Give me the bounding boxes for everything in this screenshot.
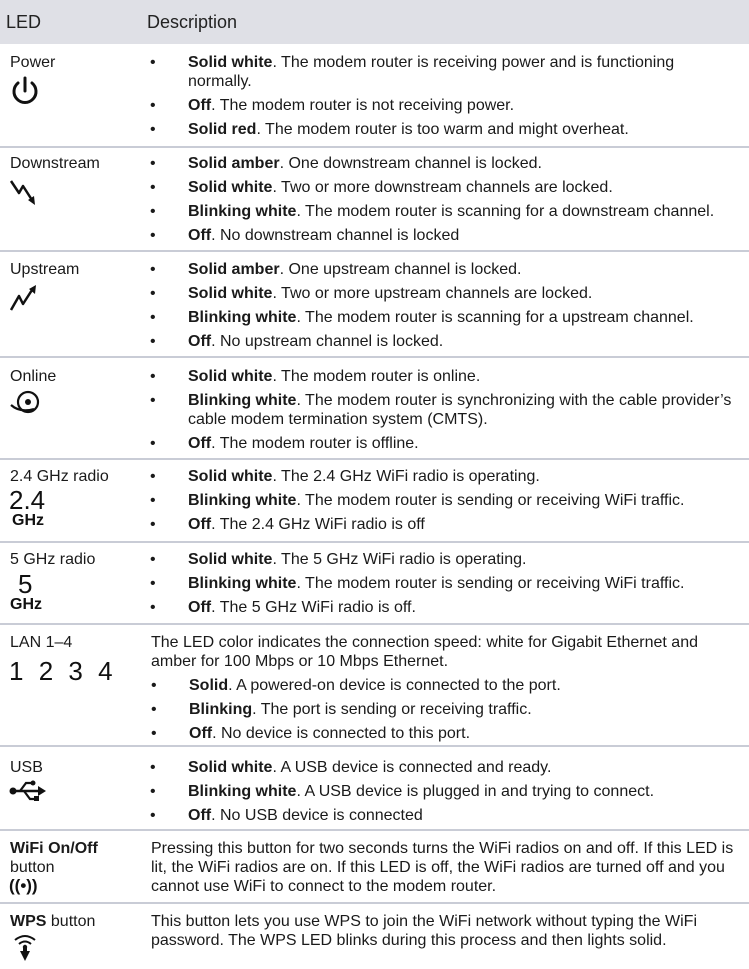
wps-button-label-bold: WPS [10,913,47,930]
list-item: • Off. No USB device is connected [150,806,742,825]
list-item: • Off. The 2.4 GHz WiFi radio is off [150,515,742,534]
lan-port-1-icon: 1 [9,656,24,686]
power-bullets [150,53,742,144]
led-name-wifi-button [10,839,98,877]
lan-port-2-icon: 2 [38,656,54,686]
list-item: • Off. No upstream channel is locked. [150,332,742,351]
radio-24-bullets [150,467,742,539]
list-item: • Blinking white. The modem router is sending or receiving WiFi traffic. [150,574,742,593]
list-item: • Blinking. The port is sending or receiving traffic. [151,700,743,719]
list-item: • Solid white. The 2.4 GHz WiFi radio is operating. [150,467,742,486]
usb-bullets [150,758,742,830]
list-item: • Off. No downstream channel is locked [150,226,742,245]
radio-24-icon-unit: GHz [12,512,44,529]
list-item: • Solid white. A USB device is connected and ready. [150,758,742,777]
usb-icon [8,780,48,807]
led-name-usb: USB [10,759,43,776]
list-item: • Blinking white. The modem router is scanning for a downstream channel. [150,202,742,221]
globe-icon [8,389,44,422]
radio-5-bullets [150,550,742,622]
wifi-button-description [151,839,743,901]
row-divider [0,623,749,625]
led-name-radio-24: 2.4 GHz radio [10,468,109,485]
wifi-button-icon: ((•)) [9,876,38,895]
led-name-lan: LAN 1–4 [10,634,73,651]
list-item: • Solid red. The modem router is too warm and might overheat. [150,120,742,139]
row-wps-button [0,906,749,967]
list-item: • Solid white. Two or more downstream channels are locked. [150,178,742,197]
wps-button-desc: This button lets you use WPS to join the WiFi network without typing the WiFi password. The WPS LED blinks during this process and then lights solid. [151,913,697,949]
led-name-radio-5: 5 GHz radio [10,551,96,568]
row-divider [0,829,749,831]
list-item: • Off. No device is connected to this port. [151,724,743,743]
row-wifi-button [0,833,749,902]
radio-24-icon-number: 2.4 [9,485,46,515]
list-item: • Solid amber. One downstream channel is locked. [150,154,742,173]
radio-5-icon-number: 5 [18,569,33,599]
row-radio-24 [0,461,749,541]
led-name-wps-button [10,912,95,931]
list-item: • Blinking white. The modem router is scanning for a upstream channel. [150,308,742,327]
wifi-button-desc: Pressing this button for two seconds turns the WiFi radios on and off. If this LED is lit, the WiFi radios are on. If this LED is off, the WiFi radios are turned off and you cannot use WiFi to connect to the modem router. [151,840,734,895]
wifi-button-label-rest: button [10,859,55,876]
online-bullets [150,367,742,458]
row-upstream [0,254,749,356]
table-header [0,0,749,44]
row-divider [0,541,749,543]
row-power [0,47,749,146]
row-divider [0,902,749,904]
row-divider [0,745,749,747]
wifi-button-label-bold: WiFi On/Off [10,840,98,857]
header-description: Description [147,12,238,32]
power-icon [8,75,42,112]
lan-description [151,633,743,748]
upstream-bullets [150,260,742,356]
list-item: • Blinking white. The modem router is sending or receiving WiFi traffic. [150,491,742,510]
row-online [0,361,749,458]
wps-icon [11,934,39,969]
row-divider [0,458,749,460]
led-name-upstream: Upstream [10,261,80,278]
list-item: • Blinking white. The modem router is synchronizing with the cable provider’s cable modem termination system (CMTS). [150,391,742,429]
downstream-bullets [150,154,742,250]
list-item: • Solid amber. One upstream channel is locked. [150,260,742,279]
lan-port-3-icon: 3 [68,656,83,686]
led-name-online: Online [10,368,57,385]
list-item: • Blinking white. A USB device is plugged in and trying to connect. [150,782,742,801]
downstream-arrow-icon [8,178,40,213]
header-led: LED [6,12,42,32]
lan-port-4-icon: 4 [98,656,113,686]
upstream-arrow-icon [8,282,40,319]
list-item: • Solid white. Two or more upstream channels are locked. [150,284,742,303]
list-item: • Solid. A powered-on device is connected to the port. [151,676,743,695]
row-divider [0,250,749,252]
row-lan [0,627,749,745]
wps-button-description [151,912,743,955]
row-downstream [0,148,749,250]
radio-5-icon-unit: GHz [10,596,42,613]
list-item: • Off. The modem router is offline. [150,434,742,453]
list-item: • Solid white. The modem router is receiving power and is functioning normally. [150,53,742,91]
led-name-downstream: Downstream [10,155,100,172]
row-usb [0,752,749,829]
lan-intro: The LED color indicates the connection speed: white for Gigabit Ethernet and amber for 100 Mbps or 10 Mbps Ethernet. [151,634,698,670]
list-item: • Solid white. The 5 GHz WiFi radio is operating. [150,550,742,569]
row-divider [0,356,749,358]
row-radio-5 [0,544,749,623]
list-item: • Off. The modem router is not receiving power. [150,96,742,115]
lan-port-numbers-icon [9,657,113,685]
led-name-power: Power [10,54,56,71]
list-item: • Off. The 5 GHz WiFi radio is off. [150,598,742,617]
list-item: • Solid white. The modem router is online. [150,367,742,386]
wps-button-label-rest: button [46,913,96,930]
